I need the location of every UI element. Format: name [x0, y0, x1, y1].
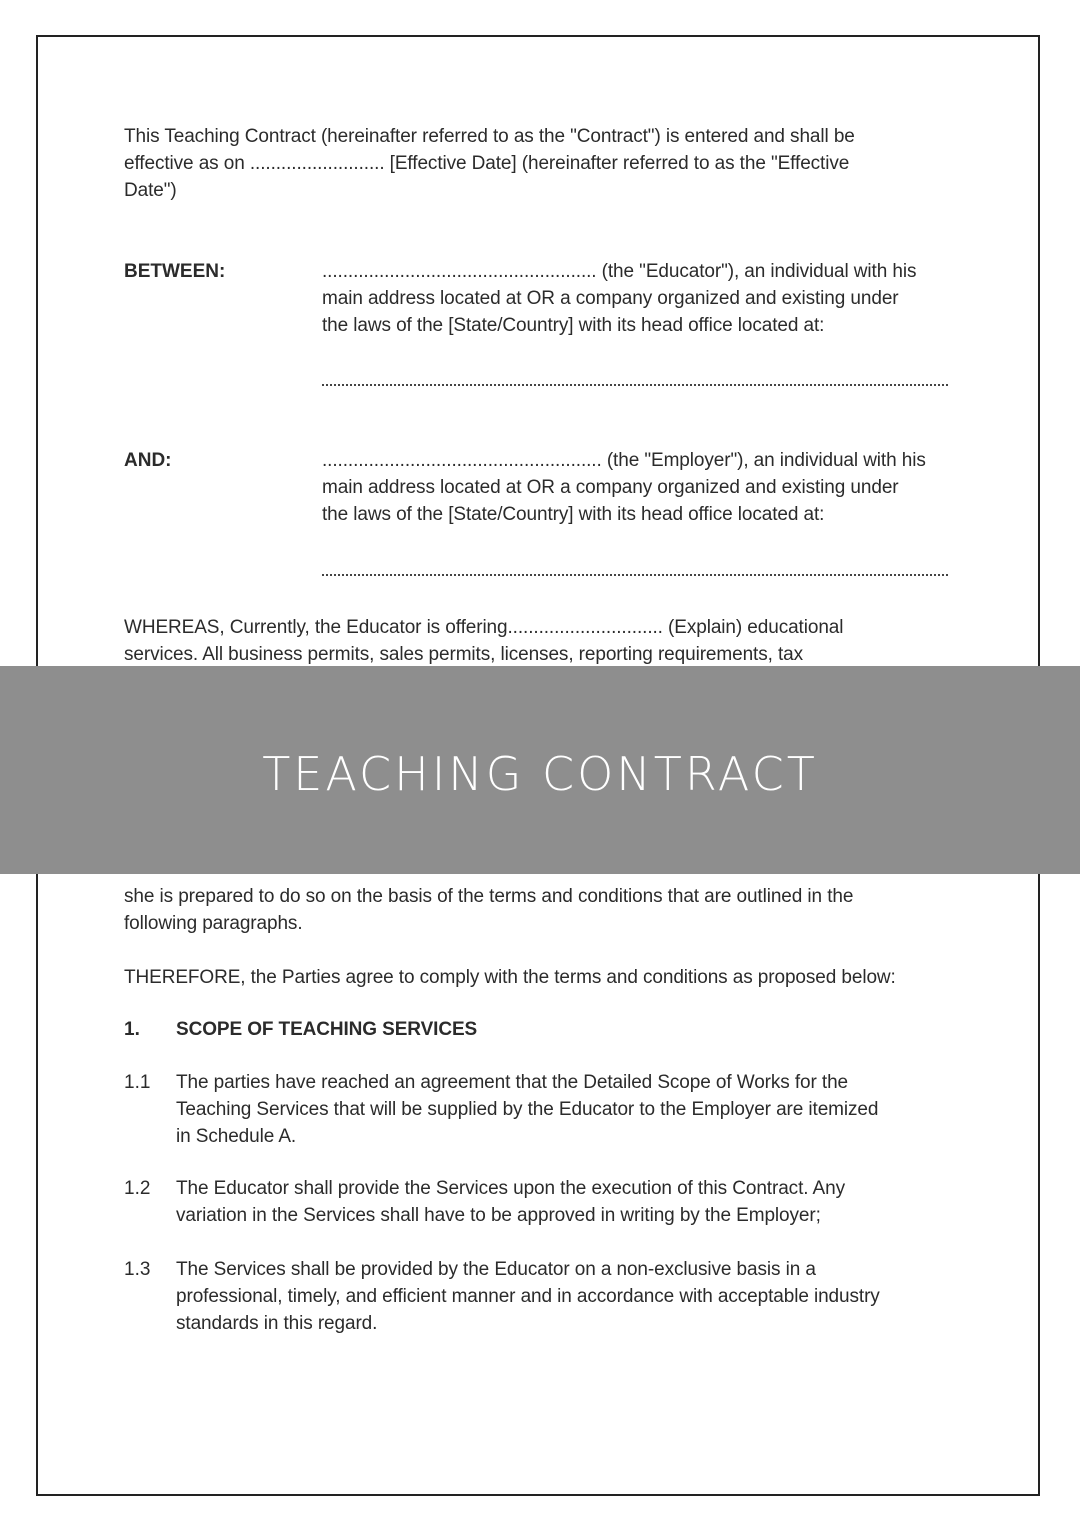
educator-address-dotted-line [322, 384, 948, 386]
intro-paragraph [124, 123, 855, 204]
clause-1-3 [176, 1256, 880, 1337]
whereas-line: WHEREAS, Currently, the Educator is offering.............................. (Explain) educational [124, 617, 844, 638]
continued-line: she is prepared to do so on the basis of the terms and conditions that are outlined in the [124, 886, 854, 907]
section-heading: SCOPE OF TEACHING SERVICES [176, 1019, 478, 1040]
section-number: 1. [124, 1019, 140, 1040]
intro-line: effective as on .......................... [Effective Date] (hereinafter referred to as the "Effective [124, 153, 850, 174]
educator-line: main address located at OR a company organized and existing under [322, 288, 899, 309]
clause-line: The Educator shall provide the Services upon the execution of this Contract. Any [176, 1178, 845, 1199]
whereas-paragraph [124, 614, 843, 668]
therefore-paragraph: THEREFORE, the Parties agree to comply with the terms and conditions as proposed below: [124, 967, 896, 988]
clause-1-2 [176, 1175, 845, 1229]
educator-party-block [322, 258, 916, 339]
between-label: BETWEEN: [124, 261, 226, 282]
clause-line: The Services shall be provided by the Educator on a non-exclusive basis in a [176, 1259, 816, 1280]
clause-line: standards in this regard. [176, 1313, 378, 1334]
employer-line: main address located at OR a company organized and existing under [322, 477, 899, 498]
clause-line: variation in the Services shall have to be approved in writing by the Employer; [176, 1205, 821, 1226]
intro-line: This Teaching Contract (hereinafter referred to as the "Contract") is entered and shall be [124, 126, 855, 147]
clause-1-1 [176, 1069, 878, 1150]
employer-line: ...................................................... (the "Employer"), an individual with his [322, 450, 926, 471]
clause-line: in Schedule A. [176, 1126, 297, 1147]
clause-line: professional, timely, and efficient manner and in accordance with acceptable industry [176, 1286, 880, 1307]
employer-line: the laws of the [State/Country] with its head office located at: [322, 504, 825, 525]
educator-line: ..................................................... (the "Educator"), an individual with his [322, 261, 917, 282]
clause-number: 1.1 [124, 1072, 151, 1093]
employer-address-dotted-line [322, 574, 948, 576]
clause-line: The parties have reached an agreement that the Detailed Scope of Works for the [176, 1072, 849, 1093]
and-label: AND: [124, 450, 172, 471]
educator-line: the laws of the [State/Country] with its head office located at: [322, 315, 825, 336]
clause-number: 1.3 [124, 1259, 151, 1280]
continued-paragraph [124, 883, 853, 937]
continued-line: following paragraphs. [124, 913, 303, 934]
banner-title: TEACHING CONTRACT [262, 747, 818, 801]
employer-party-block [322, 447, 926, 528]
title-banner [0, 666, 1080, 874]
intro-line: Date") [124, 180, 177, 201]
clause-number: 1.2 [124, 1178, 151, 1199]
clause-line: Teaching Services that will be supplied by the Educator to the Employer are itemized [176, 1099, 879, 1120]
whereas-line: services. All business permits, sales permits, licenses, reporting requirements, tax [124, 644, 804, 665]
